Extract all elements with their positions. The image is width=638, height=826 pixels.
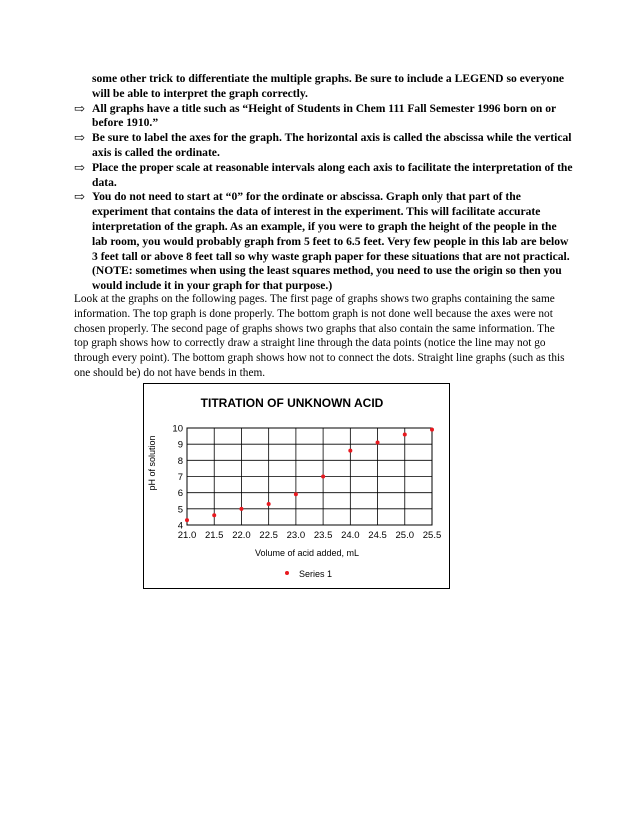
gridlines bbox=[187, 428, 432, 525]
body-paragraph: Look at the graphs on the following pages. The first page of graphs shows two graphs containing the same information. The top graph is done properly. The bottom graph is not done well because the axes were not chosen properly. The second page of graphs shows two graphs that also contain the same information. The top graph shows how to correctly draw a straight line through the data points (notice the line may not go through every point). The bottom graph shows how not to connect the dots. Straight line graphs (such as this one should be) do not have bends in them. bbox=[74, 293, 565, 379]
x-axis-ticks bbox=[178, 530, 442, 541]
data-point bbox=[348, 449, 352, 453]
x-tick-label: 23.0 bbox=[286, 530, 306, 541]
data-point bbox=[376, 441, 380, 445]
bullet-text: All graphs have a title such as “Height of Students in Chem 111 Fall Semester 1996 born on or before 1910.” bbox=[92, 101, 556, 130]
x-tick-label: 21.0 bbox=[177, 530, 197, 541]
y-tick-label: 5 bbox=[177, 504, 183, 516]
data-point bbox=[212, 513, 216, 517]
data-point bbox=[294, 492, 298, 496]
y-tick-label: 8 bbox=[177, 455, 183, 467]
y-tick-label: 7 bbox=[177, 472, 183, 483]
bullet-item bbox=[74, 102, 574, 132]
x-axis-label: Volume of acid added, mL bbox=[254, 548, 360, 558]
x-tick-label: 24.5 bbox=[368, 530, 387, 541]
x-tick-label: 23.5 bbox=[313, 530, 333, 541]
y-axis-ticks bbox=[172, 424, 183, 532]
y-axis-label: pH of solution bbox=[147, 435, 157, 491]
chart-frame bbox=[143, 383, 450, 589]
bullet-text: Be sure to label the axes for the graph. The horizontal axis is called the abscissa while the vertical axis is called the ordinate. bbox=[92, 131, 572, 159]
x-tick-label: 25.5 bbox=[422, 530, 442, 541]
data-point bbox=[403, 432, 407, 436]
legend-label: Series 1 bbox=[299, 569, 333, 579]
bullet-text: Place the proper scale at reasonable intervals along each axis to facilitate the interpretation of the data. bbox=[92, 160, 573, 189]
data-point bbox=[321, 475, 325, 479]
data-points bbox=[185, 428, 434, 523]
y-tick-label: 4 bbox=[177, 520, 183, 532]
hollow-right-arrow-icon: ⇨ bbox=[74, 159, 85, 175]
bullet-text: You do not need to start at “0” for the ordinate or abscissa. Graph only that part of the experiment that contains the data of interest in the experiment. This will facilitate accurate interpretation of the graph. As an example, if you were to graph the height of the people in the lab room, you would probably graph from 5 feet to 6.5 feet. Very few people in this lab are below 3 feet tall or above 8 feet tall so why waste graph paper for these situations that are not practical. (NOTE: sometimes when using the least squares method, you need to use the origin so then you would include it in your graph for that purpose.) bbox=[92, 190, 570, 293]
data-point bbox=[430, 428, 434, 432]
bullet-item bbox=[74, 190, 574, 294]
legend-marker bbox=[285, 571, 289, 575]
data-point bbox=[239, 507, 243, 511]
x-tick-label: 22.5 bbox=[259, 530, 278, 541]
y-tick-label: 10 bbox=[172, 423, 183, 435]
x-tick-label: 25.0 bbox=[395, 530, 415, 541]
y-tick-label: 9 bbox=[177, 439, 183, 451]
titration-chart bbox=[144, 384, 449, 588]
hollow-right-arrow-icon: ⇨ bbox=[74, 189, 85, 205]
hollow-right-arrow-icon: ⇨ bbox=[74, 100, 85, 116]
x-tick-label: 21.5 bbox=[204, 530, 224, 541]
bullet-continuation: some other trick to differentiate the multiple graphs. Be sure to include a LEGEND so everyone will be able to interpret the graph correctly. bbox=[92, 72, 565, 100]
guideline-list bbox=[74, 72, 574, 294]
y-tick-label: 6 bbox=[177, 488, 183, 500]
hollow-right-arrow-icon: ⇨ bbox=[74, 130, 85, 146]
bullet-item bbox=[74, 131, 574, 161]
bullet-item bbox=[74, 161, 574, 191]
x-tick-label: 22.0 bbox=[232, 530, 251, 541]
data-point bbox=[185, 518, 189, 522]
data-point bbox=[267, 502, 271, 506]
x-tick-label: 24.0 bbox=[341, 530, 360, 541]
legend bbox=[285, 569, 332, 579]
chart-title: TITRATION OF UNKNOWN ACID bbox=[200, 396, 384, 410]
